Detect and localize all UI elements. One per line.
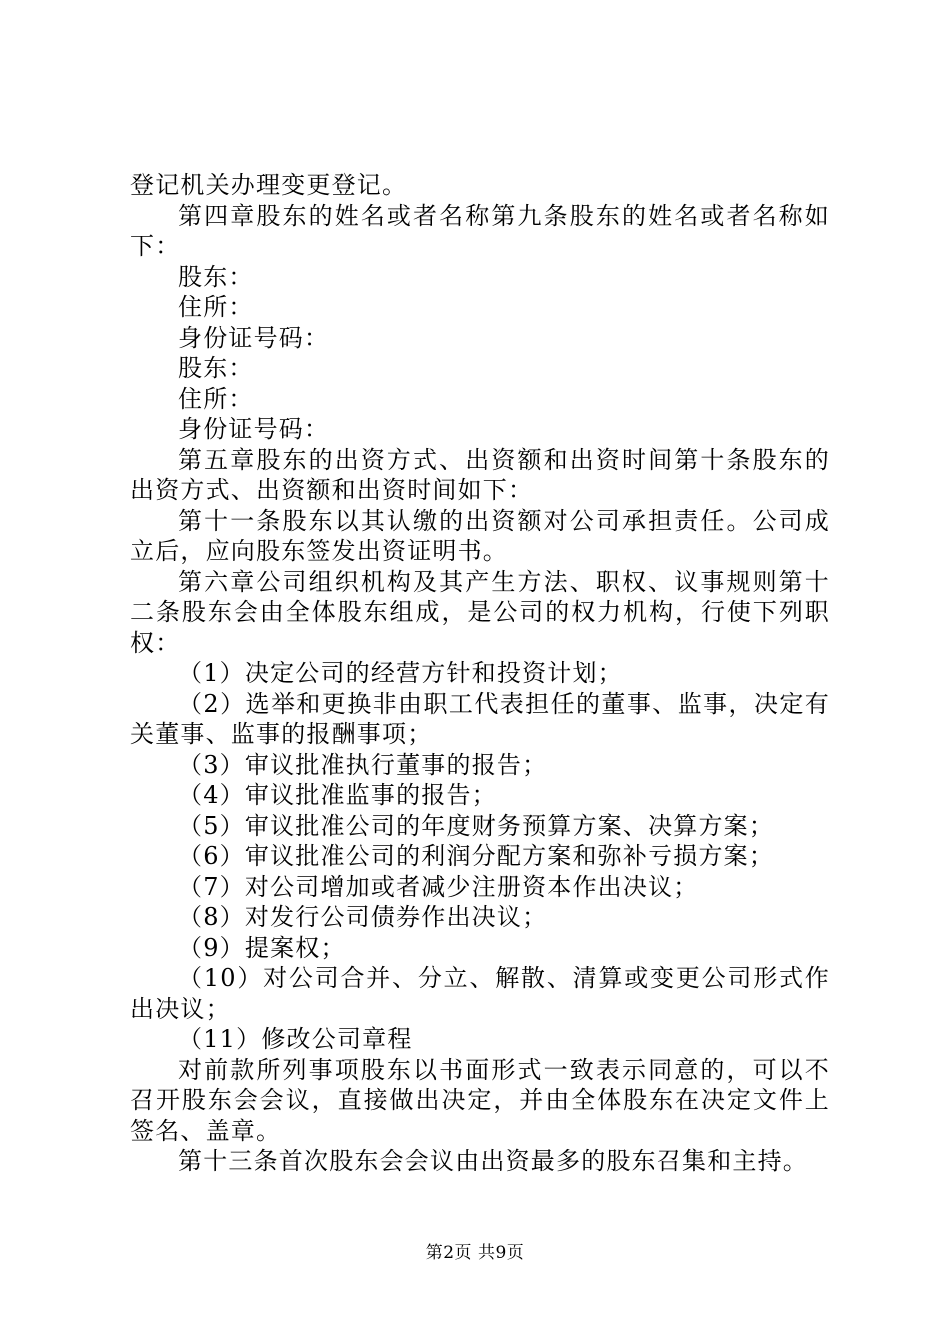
paragraph: （9）提案权；	[178, 933, 346, 962]
paragraph: （3）审议批准执行董事的报告；	[178, 750, 548, 779]
page-footer: 第2页 共9页	[425, 1243, 525, 1263]
paragraph: 登记机关办理变更登记。	[130, 171, 408, 199]
paragraph: （4）审议批准监事的报告；	[178, 781, 497, 809]
paragraph: （5）审议批准公司的年度财务预算方案、决算方案；	[178, 811, 775, 840]
paragraph: （6）审议批准公司的利润分配方案和弥补亏损方案；	[178, 842, 775, 870]
paragraph: 身份证号码：	[178, 323, 330, 352]
paragraph: （1）决定公司的经营方针和投资计划；	[178, 659, 623, 687]
paragraph: 住所：	[178, 384, 254, 413]
paragraph: （10）对公司合并、分立、解散、清算或变更公司形式作出决议；	[130, 964, 830, 1023]
document-body	[130, 170, 830, 1177]
paragraph: 第十三条首次股东会会议由出资最多的股东召集和主持。	[178, 1147, 808, 1175]
paragraph: 第十一条股东以其认缴的出资额对公司承担责任。公司成立后，应向股东签发出资证明书。	[130, 506, 830, 565]
paragraph: 股东：	[178, 354, 254, 382]
paragraph: 对前款所列事项股东以书面形式一致表示同意的，可以不召开股东会会议，直接做出决定，并由全体股东在决定文件上签名、盖章。	[130, 1055, 830, 1145]
paragraph: （2）选举和更换非由职工代表担任的董事、监事，决定有关董事、监事的报酬事项；	[130, 689, 830, 748]
paragraph: 身份证号码：	[178, 415, 330, 443]
paragraph: 住所：	[178, 293, 254, 321]
paragraph: 第六章公司组织机构及其产生方法、职权、议事规则第十二条股东会由全体股东组成，是公司的权力机构，行使下列职权：	[130, 567, 830, 657]
paragraph: （11）修改公司章程	[178, 1025, 413, 1053]
paragraph: 第五章股东的出资方式、出资额和出资时间第十条股东的出资方式、出资额和出资时间如下：	[130, 445, 830, 504]
paragraph: （8）对发行公司债券作出决议；	[178, 903, 548, 931]
paragraph: 股东：	[178, 262, 254, 291]
paragraph: （7）对公司增加或者减少注册资本作出决议；	[178, 872, 699, 901]
paragraph: 第四章股东的姓名或者名称第九条股东的姓名或者名称如下：	[130, 201, 830, 260]
